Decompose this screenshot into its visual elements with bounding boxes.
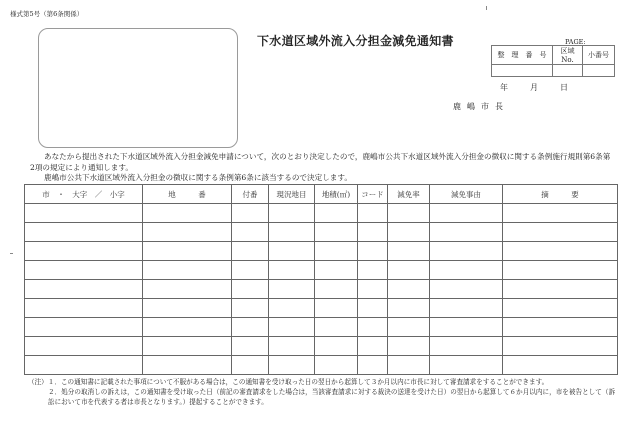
table-cell — [503, 223, 618, 242]
table-row — [25, 280, 618, 299]
date-year: 年 — [500, 83, 508, 92]
table-cell — [503, 261, 618, 280]
table-cell — [143, 318, 232, 337]
note-2: ２．処分の取消しの訴えは，この通知書を受け取った日（前記の審査請求をした場合は，当該審査請求に対する裁決の送達を受けた日）の翌日から起算して６か月以内に，市を被告として（訴訟において市を代表する者は市長となります。）提起することができます。 — [48, 388, 616, 406]
table-row — [25, 261, 618, 280]
issuer-mayor: 鹿嶋市長 — [453, 102, 509, 111]
table-cell — [358, 356, 388, 375]
table-cell — [503, 299, 618, 318]
col-header-reduction-rate: 減免率 — [388, 185, 430, 204]
table-cell — [430, 223, 503, 242]
table-cell — [269, 242, 315, 261]
table-cell — [358, 242, 388, 261]
table-row — [25, 318, 618, 337]
table-cell — [232, 242, 269, 261]
table-cell — [388, 223, 430, 242]
table-cell — [388, 337, 430, 356]
ref-header-area: 区域No. — [553, 46, 583, 65]
table-cell — [232, 280, 269, 299]
parcel-table — [24, 184, 618, 375]
table-cell — [503, 337, 618, 356]
table-cell — [315, 356, 358, 375]
table-cell — [269, 223, 315, 242]
table-cell — [143, 280, 232, 299]
table-cell — [232, 261, 269, 280]
table-cell — [503, 204, 618, 223]
table-row — [25, 242, 618, 261]
table-cell — [388, 318, 430, 337]
punch-mark — [10, 253, 13, 254]
table-cell — [232, 337, 269, 356]
table-cell — [315, 280, 358, 299]
col-header-lot-number: 地 番 — [143, 185, 232, 204]
table-cell — [315, 299, 358, 318]
ref-header-sub: 小番号 — [583, 46, 615, 65]
document-title: 下水道区域外流入分担金減免通知書 — [257, 34, 454, 48]
table-cell — [25, 204, 143, 223]
table-cell — [315, 337, 358, 356]
table-header-row — [25, 185, 618, 204]
ref-header-seiri: 整 理 番 号 — [492, 46, 553, 65]
col-header-remarks: 摘 要 — [503, 185, 618, 204]
table-cell — [143, 242, 232, 261]
table-cell — [269, 280, 315, 299]
body-text — [30, 152, 615, 184]
table-cell — [430, 280, 503, 299]
date-month: 月 — [530, 83, 538, 92]
table-cell — [388, 242, 430, 261]
table-cell — [315, 204, 358, 223]
body-paragraph-2: 鹿嶋市公共下水道区域外流入分担金の徴収に関する条例第6条に該当するので決定します。 — [44, 173, 352, 182]
table-row — [25, 337, 618, 356]
table-row — [25, 356, 618, 375]
table-cell — [25, 223, 143, 242]
table-cell — [358, 204, 388, 223]
table-cell — [430, 299, 503, 318]
col-header-sub-number: 付番 — [232, 185, 269, 204]
table-cell — [232, 223, 269, 242]
table-cell — [25, 299, 143, 318]
table-cell — [143, 261, 232, 280]
table-row — [25, 223, 618, 242]
table-cell — [269, 356, 315, 375]
table-cell — [388, 204, 430, 223]
table-cell — [269, 318, 315, 337]
table-cell — [430, 242, 503, 261]
table-cell — [232, 204, 269, 223]
table-cell — [388, 280, 430, 299]
table-cell — [25, 356, 143, 375]
table-cell — [358, 337, 388, 356]
table-cell — [232, 356, 269, 375]
table-cell — [269, 299, 315, 318]
table-cell — [503, 318, 618, 337]
table-cell — [503, 242, 618, 261]
col-header-location: 市 ・ 大字 ／ 小字 — [25, 185, 143, 204]
table-cell — [269, 337, 315, 356]
col-header-land-category: 現況地目 — [269, 185, 315, 204]
table-cell — [315, 223, 358, 242]
table-cell — [388, 299, 430, 318]
col-header-code: コード — [358, 185, 388, 204]
table-cell — [315, 318, 358, 337]
ref-cell-sub — [583, 65, 615, 77]
col-header-reduction-reason: 減免事由 — [430, 185, 503, 204]
table-row — [25, 204, 618, 223]
table-cell — [503, 280, 618, 299]
note-1: （注）１．この通知書に記載された事項について不服がある場合は，この通知書を受け取った日の翌日から起算して３か月以内に市長に対して審査請求をすることができます。 — [28, 378, 549, 386]
table-cell — [232, 318, 269, 337]
table-cell — [143, 337, 232, 356]
table-cell — [269, 204, 315, 223]
table-cell — [358, 299, 388, 318]
table-cell — [388, 261, 430, 280]
ref-cell-area — [553, 65, 583, 77]
table-cell — [430, 356, 503, 375]
table-cell — [358, 261, 388, 280]
ref-cell-seiri — [492, 65, 553, 77]
scan-mark — [486, 6, 487, 10]
table-cell — [25, 280, 143, 299]
table-cell — [25, 337, 143, 356]
table-cell — [143, 356, 232, 375]
table-cell — [269, 261, 315, 280]
table-cell — [232, 299, 269, 318]
date-day: 日 — [560, 83, 568, 92]
table-cell — [358, 280, 388, 299]
address-window — [38, 28, 238, 148]
table-cell — [388, 356, 430, 375]
notes — [28, 377, 618, 407]
table-cell — [430, 337, 503, 356]
table-cell — [503, 356, 618, 375]
table-cell — [430, 261, 503, 280]
table-cell — [143, 223, 232, 242]
table-cell — [430, 318, 503, 337]
table-cell — [430, 204, 503, 223]
table-cell — [358, 223, 388, 242]
col-header-area: 地積(㎡) — [315, 185, 358, 204]
table-cell — [315, 242, 358, 261]
table-cell — [143, 204, 232, 223]
reference-number-table — [491, 45, 615, 77]
table-cell — [25, 261, 143, 280]
table-cell — [25, 242, 143, 261]
body-paragraph-1: あなたから提出された下水道区域外流入分担金減免申請について，次のとおり決定したので，鹿嶋市公共下水道区域外流入分担金の徴収に関する条例施行規則第6条第2項の規定により通知します。 — [30, 152, 611, 172]
form-number: 様式第5号（第6条関係） — [10, 10, 84, 18]
table-cell — [358, 318, 388, 337]
table-cell — [25, 318, 143, 337]
table-cell — [143, 299, 232, 318]
page-label: PAGE: — [565, 38, 586, 46]
table-cell — [315, 261, 358, 280]
table-row — [25, 299, 618, 318]
